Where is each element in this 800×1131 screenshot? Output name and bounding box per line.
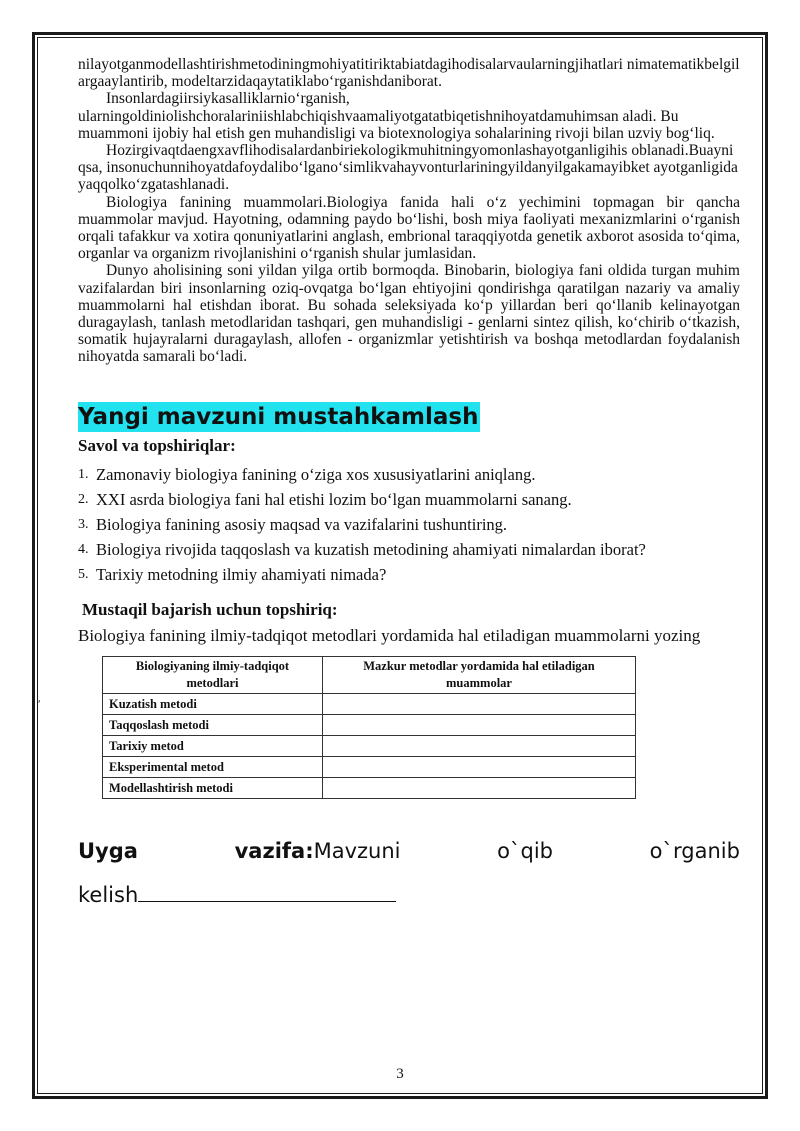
paragraph-4: Biologiya fanining muammolari.Biologiya fanida hali o‘z yechimini topmagan bir qancha muammolar mavjud. Hayotning, odamning paydo bo‘lishi, bosh miya faoliyati mexanizmlarini o‘rganish orqali tafakkur va xotira qonuniyatlarini anglash, embrional taraqqiyotda genetik axborot asosida to‘qima, organlar va organizm rivojlanishini o‘rganish shular jumlasidan. — [78, 193, 740, 263]
homework-word-mavzuni: Mavzuni — [313, 838, 401, 863]
table-row — [103, 693, 636, 714]
homework-line-1 — [78, 829, 740, 873]
page-number: 3 — [396, 1066, 404, 1082]
task-text: Biologiya fanining ilmiy-tadqiqot metodlari yordamida hal etiladigan muammolarni yozing — [78, 625, 701, 645]
list-item — [78, 462, 740, 487]
list-item — [78, 487, 740, 512]
list-item-text: Biologiya rivojida taqqoslash va kuzatish metodining ahamiyati nimalardan iborat? — [96, 539, 646, 559]
questions-list — [78, 462, 740, 587]
table-row — [103, 777, 636, 798]
homework-label-group — [235, 829, 401, 873]
homework-word-kelish: kelish — [78, 882, 139, 907]
list-item-number: 1. — [78, 466, 89, 482]
list-item-number: 4. — [78, 541, 89, 557]
questions-heading: Savol va topshiriqlar: — [78, 435, 236, 455]
section-title: Yangi mavzuni mustahkamlash — [78, 403, 479, 430]
paragraph-1: nilayotganmodellashtirishmetodiningmohiyatitiriktabiatdagihodisalarvaularningjihatlari nimatematikbelgilargaaylantirib, modeltarzidaqaytatiklabo‘rganishdaniborat. — [78, 56, 740, 91]
table-cell-method: Modellashtirish metodi — [103, 777, 323, 798]
table-cell-answer[interactable] — [323, 735, 636, 756]
methods-table — [102, 656, 636, 799]
list-item — [78, 512, 740, 537]
table-cell-method: Tarixiy metod — [103, 735, 323, 756]
table-cell-answer[interactable] — [323, 756, 636, 777]
list-item-text: Zamonaviy biologiya fanining o‘ziga xos xususiyatlarini aniqlang. — [96, 464, 536, 484]
table-row — [103, 714, 636, 735]
table-header-methods: Biologiyaning ilmiy-tadqiqot metodlari — [103, 656, 323, 693]
task-heading: Mustaqil bajarish uchun topshiriq: — [82, 599, 338, 619]
table-row — [103, 756, 636, 777]
table-cell-method: Taqqoslash metodi — [103, 714, 323, 735]
table-cell-method: Eksperimental metod — [103, 756, 323, 777]
homework-block — [78, 829, 740, 917]
page-content — [78, 56, 740, 917]
table-cell-answer[interactable] — [323, 693, 636, 714]
table-cell-method: Kuzatish metodi — [103, 693, 323, 714]
table-cell-answer[interactable] — [323, 714, 636, 735]
table-cell-answer[interactable] — [323, 777, 636, 798]
homework-line-2 — [78, 873, 740, 917]
homework-word-uyga: Uyga — [78, 838, 138, 863]
list-item-text: Biologiya fanining asosiy maqsad va vazifalarini tushuntiring. — [96, 514, 508, 534]
table-row — [103, 735, 636, 756]
list-item — [78, 562, 740, 587]
homework-word-oqib: o`qib — [497, 838, 554, 863]
homework-answer-blank[interactable] — [138, 879, 396, 902]
table-header-row — [103, 656, 636, 693]
paragraph-2: Insonlardagiirsiykasalliklarnio‘rganish, ularningoldiniolishchoralariniishlabchiqishvaamaliyotgatatbiqetishnihoyatdamuhimsan aladi. Bu muammoni ijobiy hal etish gen muhandisligi va biotexnologiya sohalarining rivoji bilan uzviy bog‘liq. — [78, 90, 715, 142]
list-item-number: 5. — [78, 566, 89, 582]
table-header-problems: Mazkur metodlar yordamida hal etiladigan muammolar — [323, 656, 636, 693]
paragraph-5: Dunyo aholisining soni yildan yilga ortib bormoqda. Binobarin, biologiya fani oldida turgan muhim vazifalardan biri insonlarning oziq-ovqatga bo‘lgan ehtiyojini qondirishga qaratilgan nazariy va amaliy muammolarni hal etishdan iborat. Bu sohada seleksiyada ko‘p yillardan beri qo‘llanib kelinayotgan duragaylash, tanlash metodlaridan tashqari, gen muhandisligi - genlarni sintez qilish, ko‘chirib o‘tkazish, somatik hujayralarni duragaylash, allofen - organizmlar yetishtirish va boshqa metodlardan foydalanish nihoyatda samarali bo‘ladi. — [78, 262, 740, 366]
list-item-text: XXI asrda biologiya fani hal etishi lozim bo‘lgan muammolarni sanang. — [96, 489, 572, 509]
homework-word-vazifa: vazifa: — [234, 838, 314, 863]
list-item-text: Tarixiy metodning ilmiy ahamiyati nimada? — [96, 564, 387, 584]
list-item-number: 2. — [78, 491, 89, 507]
stray-mark: ʹ — [38, 697, 41, 711]
paragraph-3: Hozirgivaqtdaengxavflihodisalardanbiriekologikmuhitningyomonlashayotganligihis oblanadi.Buayniqsa, insonuchunnihoyatdafoydalibo‘lgano‘simlikvahayvonturlariningyildanyilgakamayibket ayotganligidayaqqolko‘zgatashlanadi. — [78, 142, 738, 194]
list-item-number: 3. — [78, 516, 89, 532]
list-item — [78, 537, 740, 562]
homework-word-organib: o`rganib — [649, 838, 740, 863]
